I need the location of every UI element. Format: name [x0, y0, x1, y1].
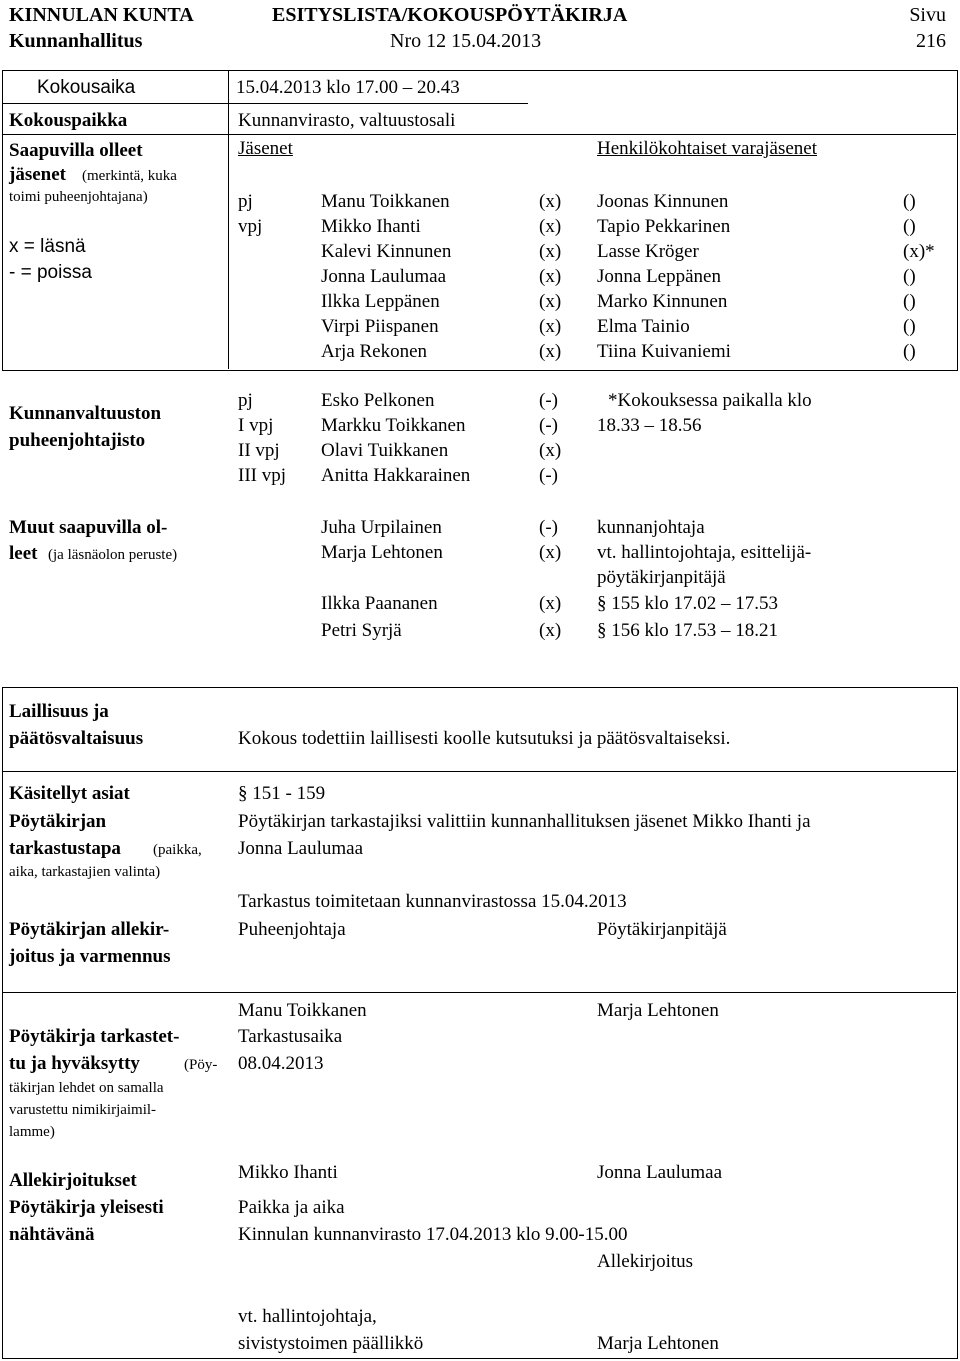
check-time-label: Tarkastusaika [238, 1026, 343, 1047]
page-label: Sivu [909, 4, 946, 26]
other-name: Ilkka Paananen [321, 593, 438, 614]
member-name: Virpi Piispanen [321, 316, 439, 337]
member-mark: (x) [539, 241, 562, 262]
secretary-name: Marja Lehtonen [597, 1000, 719, 1021]
council-mark: (-) [539, 390, 558, 411]
page-number: 216 [916, 30, 946, 52]
attendance-footnote-1: *Kokouksessa paikalla klo [608, 390, 812, 411]
member-name: Mikko Ihanti [321, 216, 421, 237]
member-role: vpj [238, 216, 263, 237]
others-label-2: leet [9, 543, 38, 564]
legality-text: Kokous todettiin laillisesti koolle kutsutuksi ja päätösvaltaiseksi. [238, 728, 731, 749]
signing-label-2: joitus ja varmennus [9, 946, 171, 967]
review-label-note: (paikka, [153, 842, 202, 858]
handled-value: § 151 - 159 [238, 783, 326, 804]
council-role: pj [238, 390, 253, 411]
member-name: Arja Rekonen [321, 341, 428, 362]
other-name: Juha Urpilainen [321, 517, 442, 538]
council-role: III vpj [238, 465, 287, 486]
review-text-1: Pöytäkirjan tarkastajiksi valittiin kunnanhallituksen jäsenet Mikko Ihanti ja [238, 811, 811, 832]
substitute-mark: () [903, 291, 916, 312]
meeting-time-value: 15.04.2013 klo 17.00 – 20.43 [236, 77, 460, 98]
member-name: Ilkka Leppänen [321, 291, 440, 312]
signer-title-1: vt. hallintojohtaja, [238, 1306, 377, 1327]
member-role: pj [238, 191, 253, 212]
meeting-time-label: Kokousaika [37, 77, 136, 98]
council-mark: (-) [539, 415, 558, 436]
member-mark: (x) [539, 191, 562, 212]
substitute-name: Tiina Kuivaniemi [597, 341, 731, 362]
public-label-2: nähtävänä [9, 1224, 95, 1245]
others-label-1: Muut saapuvilla ol- [9, 517, 168, 538]
public-place-value: Kinnulan kunnanvirasto 17.04.2013 klo 9.00-15.00 [238, 1224, 628, 1245]
other-role: § 155 klo 17.02 – 17.53 [597, 593, 779, 614]
council-label-2: puheenjohtajisto [9, 430, 146, 451]
checked-label-1: Pöytäkirja tarkastet- [9, 1026, 180, 1047]
attendees-label-jasenet: jäsenet [9, 164, 66, 185]
signer-name: Marja Lehtonen [597, 1333, 719, 1354]
council-name: Olavi Tuikkanen [321, 440, 449, 461]
member-mark: (x) [539, 266, 562, 287]
other-name: Petri Syrjä [321, 620, 402, 641]
signing-label-1: Pöytäkirjan allekir- [9, 919, 170, 940]
legality-label-2: päätösvaltaisuus [9, 728, 144, 749]
others-label-note: (ja läsnäolon peruste) [48, 547, 178, 563]
council-label-1: Kunnanvaltuuston [9, 403, 162, 424]
secretary-title: Pöytäkirjanpitäjä [597, 919, 727, 940]
other-role: § 156 klo 17.53 – 18.21 [597, 620, 779, 641]
substitute-mark: () [903, 341, 916, 362]
substitute-name: Lasse Kröger [597, 241, 699, 262]
attendees-note-2: toimi puheenjohtajana) [9, 189, 148, 205]
body-name: Kunnanhallitus [9, 30, 143, 52]
signatures-label: Allekirjoitukset [9, 1170, 137, 1191]
review-text-3: Tarkastus toimitetaan kunnanvirastossa 15.04.2013 [238, 891, 627, 912]
signature-name-2: Jonna Laulumaa [597, 1162, 723, 1183]
attendees-label: Saapuvilla olleet [9, 140, 143, 161]
other-role: vt. hallintojohtaja, esittelijä- [597, 542, 812, 563]
other-role: kunnanjohtaja [597, 517, 705, 538]
public-place-label: Paikka ja aika [238, 1197, 345, 1218]
other-mark: (x) [539, 620, 562, 641]
legality-label-1: Laillisuus ja [9, 701, 109, 722]
meeting-place-value: Kunnanvirasto, valtuustosali [238, 110, 456, 131]
council-name: Anitta Hakkarainen [321, 465, 471, 486]
review-label-1: Pöytäkirjan [9, 811, 107, 832]
review-label-3: aika, tarkastajien valinta) [9, 864, 161, 880]
substitute-name: Jonna Leppänen [597, 266, 721, 287]
decisions-box [2, 687, 958, 1359]
signer-title-2: sivistystoimen päällikkö [238, 1333, 424, 1354]
member-mark: (x) [539, 341, 562, 362]
substitute-name: Tapio Pekkarinen [597, 216, 731, 237]
substitute-name: Elma Tainio [597, 316, 690, 337]
public-label-1: Pöytäkirja yleisesti [9, 1197, 164, 1218]
member-name: Kalevi Kinnunen [321, 241, 452, 262]
meeting-number: Nro 12 15.04.2013 [390, 30, 542, 52]
review-label-2: tarkastustapa [9, 838, 121, 859]
checked-label-4: varustettu nimikirjaimil- [9, 1102, 157, 1118]
members-column-header: Jäsenet [238, 138, 293, 159]
substitute-mark: () [903, 316, 916, 337]
other-mark: (-) [539, 517, 558, 538]
legend-absent: - = poissa [9, 262, 92, 283]
attendance-footnote-2: 18.33 – 18.56 [597, 415, 702, 436]
checked-label-2: tu ja hyväksytty [9, 1053, 140, 1074]
substitute-mark: () [903, 216, 916, 237]
member-mark: (x) [539, 316, 562, 337]
meeting-place-label: Kokouspaikka [9, 110, 128, 131]
council-mark: (-) [539, 465, 558, 486]
other-name: Marja Lehtonen [321, 542, 443, 563]
attendees-note-1: (merkintä, kuka [82, 168, 177, 184]
signature-name-1: Mikko Ihanti [238, 1162, 338, 1183]
attendance-box [2, 70, 958, 371]
checked-label-note: (Pöy- [184, 1057, 218, 1073]
other-mark: (x) [539, 542, 562, 563]
substitute-mark: () [903, 191, 916, 212]
substitute-mark: () [903, 266, 916, 287]
substitutes-column-header: Henkilökohtaiset varajäsenet [597, 138, 818, 159]
other-mark: (x) [539, 593, 562, 614]
substitute-mark: (x)* [903, 241, 935, 262]
council-mark: (x) [539, 440, 562, 461]
council-role: I vpj [238, 415, 274, 436]
chair-title: Puheenjohtaja [238, 919, 346, 940]
public-sign-label: Allekirjoitus [597, 1251, 694, 1272]
checked-label-3: täkirjan lehdet on samalla [9, 1080, 164, 1096]
member-name: Manu Toikkanen [321, 191, 450, 212]
other-role: pöytäkirjanpitäjä [597, 567, 726, 588]
legend-present: x = läsnä [9, 236, 86, 257]
council-name: Esko Pelkonen [321, 390, 435, 411]
review-text-2: Jonna Laulumaa [238, 838, 364, 859]
council-role: II vpj [238, 440, 280, 461]
substitute-name: Marko Kinnunen [597, 291, 728, 312]
council-name: Markku Toikkanen [321, 415, 466, 436]
substitute-name: Joonas Kinnunen [597, 191, 729, 212]
organization-name: KINNULAN KUNTA [9, 4, 194, 26]
member-mark: (x) [539, 291, 562, 312]
chair-name: Manu Toikkanen [238, 1000, 367, 1021]
check-time-value: 08.04.2013 [238, 1053, 324, 1074]
member-name: Jonna Laulumaa [321, 266, 447, 287]
document-type: ESITYSLISTA/KOKOUSPÖYTÄKIRJA [272, 4, 628, 26]
handled-label: Käsitellyt asiat [9, 783, 130, 804]
checked-label-5: lamme) [9, 1124, 55, 1140]
member-mark: (x) [539, 216, 562, 237]
